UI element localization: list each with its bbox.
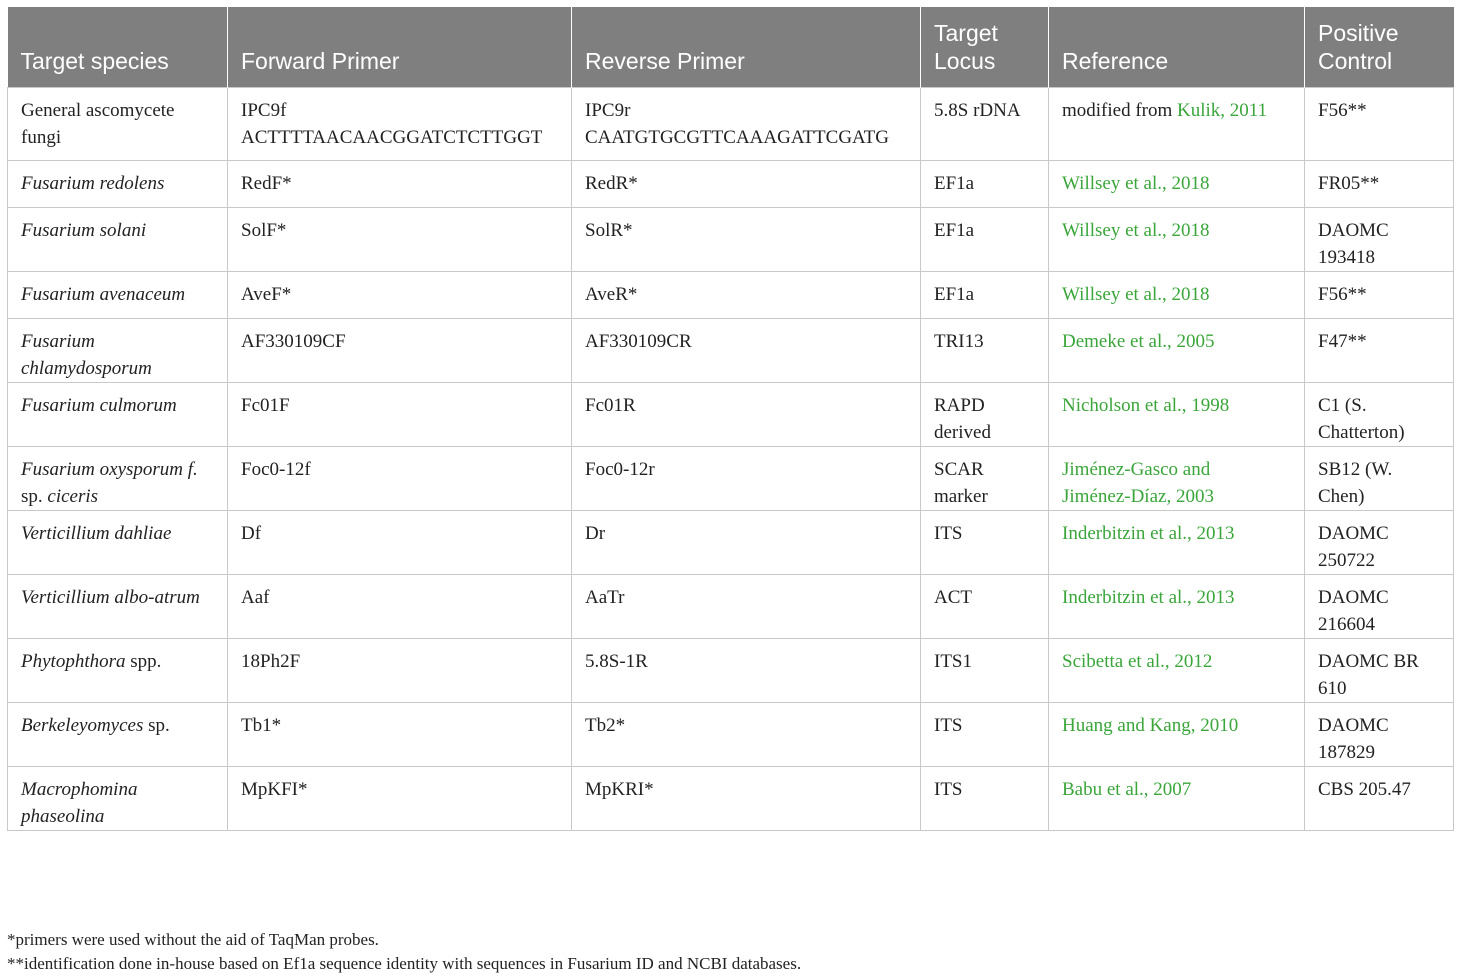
locus-text: SCAR [934, 459, 984, 480]
control-text: Chatterton) [1318, 422, 1405, 443]
footnote-double-asterisk: **identification done in-house based on Ef1a sequence identity with sequences in Fusarium ID and NCBI databases. [7, 954, 802, 973]
cell-species [8, 447, 228, 511]
cell-species [8, 639, 228, 703]
cell-reverse [572, 161, 921, 208]
cell-reference [1049, 575, 1305, 639]
table-row [8, 575, 1454, 639]
species-text: sp. [21, 486, 48, 507]
cell-reference [1049, 767, 1305, 831]
cell-forward [228, 639, 572, 703]
cell-reverse [572, 767, 921, 831]
species-text: Fusarium redolens [21, 173, 165, 194]
forward-text: Foc0-12f [241, 459, 311, 480]
primer-table [7, 7, 1454, 831]
species-text: Fusarium avenaceum [21, 284, 186, 305]
header-positive-control-line2: Control [1318, 48, 1393, 74]
cell-species [8, 767, 228, 831]
header-reverse-primer-text: Reverse Primer [585, 48, 745, 74]
control-text: FR05** [1318, 173, 1380, 194]
header-positive-control [1305, 7, 1454, 88]
reverse-text: Dr [585, 523, 606, 544]
reference-link[interactable]: Willsey et al., 2018 [1062, 284, 1210, 305]
cell-reference [1049, 447, 1305, 511]
cell-species [8, 319, 228, 383]
reverse-text: Fc01R [585, 395, 636, 416]
cell-control [1305, 447, 1454, 511]
locus-text: EF1a [934, 284, 975, 305]
cell-forward [228, 767, 572, 831]
control-text: 250722 [1318, 550, 1375, 571]
table-row [8, 767, 1454, 831]
locus-text: ITS1 [934, 651, 972, 672]
cell-forward [228, 208, 572, 272]
reverse-text: RedR* [585, 173, 638, 194]
reverse-text: IPC9r [585, 100, 631, 121]
forward-text: Tb1* [241, 715, 282, 736]
cell-locus [921, 447, 1049, 511]
locus-text: ITS [934, 779, 963, 800]
species-text: Phytophthora [21, 651, 126, 672]
locus-text: ITS [934, 523, 963, 544]
locus-text: marker [934, 486, 988, 507]
cell-control [1305, 319, 1454, 383]
control-text: SB12 (W. [1318, 459, 1393, 480]
cell-forward [228, 511, 572, 575]
table-row [8, 88, 1454, 161]
cell-control [1305, 767, 1454, 831]
table-row [8, 447, 1454, 511]
cell-locus [921, 272, 1049, 319]
table-row [8, 639, 1454, 703]
species-text: Verticillium albo-atrum [21, 587, 200, 608]
cell-control [1305, 575, 1454, 639]
species-text: Berkeleyomyces [21, 715, 144, 736]
cell-reverse [572, 447, 921, 511]
locus-text: TRI13 [934, 331, 984, 352]
cell-locus [921, 88, 1049, 161]
forward-text: AF330109CF [241, 331, 346, 352]
cell-reverse [572, 208, 921, 272]
cell-locus [921, 208, 1049, 272]
cell-species [8, 703, 228, 767]
cell-locus [921, 703, 1049, 767]
control-text: 216604 [1318, 614, 1375, 635]
cell-forward [228, 319, 572, 383]
reverse-text: AveR* [585, 284, 638, 305]
control-text: DAOMC [1318, 523, 1389, 544]
species-text: spp. [125, 651, 162, 672]
header-reference [1049, 7, 1305, 88]
reverse-text: Foc0-12r [585, 459, 655, 480]
reference-prefix: modified from [1062, 100, 1178, 121]
control-text: 193418 [1318, 247, 1375, 268]
species-text: chlamydosporum [21, 358, 152, 379]
locus-text: RAPD [934, 395, 985, 416]
cell-control [1305, 161, 1454, 208]
reverse-text: AF330109CR [585, 331, 692, 352]
locus-text: derived [934, 422, 991, 443]
cell-control [1305, 88, 1454, 161]
reference-link[interactable]: Huang and Kang, 2010 [1062, 715, 1239, 736]
species-text: Macrophomina [21, 779, 138, 800]
species-text: Fusarium culmorum [21, 395, 177, 416]
reference-link[interactable]: Kulik, 2011 [1177, 100, 1268, 121]
cell-species [8, 383, 228, 447]
cell-forward [228, 703, 572, 767]
reverse-text: AaTr [585, 587, 625, 608]
cell-locus [921, 511, 1049, 575]
species-text: Fusarium [21, 331, 95, 352]
species-text: ciceris [47, 486, 99, 507]
header-reference-text: Reference [1062, 48, 1169, 74]
cell-species [8, 161, 228, 208]
control-text: 187829 [1318, 742, 1375, 763]
cell-forward [228, 575, 572, 639]
cell-reverse [572, 319, 921, 383]
cell-reverse [572, 511, 921, 575]
cell-forward [228, 161, 572, 208]
cell-forward [228, 447, 572, 511]
forward-text: RedF* [241, 173, 292, 194]
cell-reference [1049, 511, 1305, 575]
cell-reference [1049, 88, 1305, 161]
primer-table-container [7, 7, 1453, 831]
header-forward-primer-text: Forward Primer [241, 48, 400, 74]
header-target-species [8, 7, 228, 88]
cell-locus [921, 575, 1049, 639]
header-target-locus [921, 7, 1049, 88]
cell-reverse [572, 383, 921, 447]
forward-text: SolF* [241, 220, 287, 241]
forward-sequence: ACTTTTAACAACGGATCTCTTGGT [241, 127, 543, 148]
cell-reverse [572, 639, 921, 703]
cell-reverse [572, 272, 921, 319]
table-row [8, 161, 1454, 208]
table-footnotes [7, 928, 1453, 976]
cell-control [1305, 383, 1454, 447]
forward-text: Fc01F [241, 395, 290, 416]
cell-locus [921, 319, 1049, 383]
table-row [8, 383, 1454, 447]
control-text: Chen) [1318, 486, 1365, 507]
control-text: DAOMC BR [1318, 651, 1419, 672]
reference-link[interactable]: Scibetta et al., 2012 [1062, 651, 1213, 672]
species-text: General ascomycete [21, 100, 175, 121]
cell-locus [921, 767, 1049, 831]
control-text: C1 (S. [1318, 395, 1367, 416]
locus-text: EF1a [934, 173, 975, 194]
cell-forward [228, 272, 572, 319]
cell-locus [921, 161, 1049, 208]
species-text: Fusarium solani [21, 220, 147, 241]
reverse-text: MpKRI* [585, 779, 654, 800]
cell-forward [228, 383, 572, 447]
forward-text: AveF* [241, 284, 292, 305]
header-row [8, 7, 1454, 88]
header-target-locus-line2: Locus [934, 48, 996, 74]
forward-text: 18Ph2F [241, 651, 301, 672]
cell-reference [1049, 208, 1305, 272]
header-positive-control-line1: Positive [1318, 20, 1399, 46]
cell-control [1305, 272, 1454, 319]
locus-text: 5.8S rDNA [934, 100, 1021, 121]
cell-reference [1049, 639, 1305, 703]
cell-forward [228, 88, 572, 161]
reference-link[interactable]: Inderbitzin et al., 2013 [1062, 523, 1235, 544]
reference-link[interactable]: Jiménez-Gasco and [1062, 459, 1211, 480]
species-text: Fusarium oxysporum f. [21, 459, 198, 480]
reverse-sequence: CAATGTGCGTTCAAAGATTCGATG [585, 127, 889, 148]
control-text: DAOMC [1318, 715, 1389, 736]
reverse-text: 5.8S-1R [585, 651, 648, 672]
species-text: sp. [143, 715, 170, 736]
cell-control [1305, 703, 1454, 767]
reference-link[interactable]: Inderbitzin et al., 2013 [1062, 587, 1235, 608]
cell-reverse [572, 575, 921, 639]
species-text: phaseolina [21, 806, 105, 827]
cell-locus [921, 383, 1049, 447]
table-row [8, 511, 1454, 575]
header-target-species-text: Target species [20, 48, 169, 74]
cell-reverse [572, 88, 921, 161]
cell-species [8, 511, 228, 575]
cell-control [1305, 639, 1454, 703]
table-row [8, 319, 1454, 383]
forward-text: Df [241, 523, 262, 544]
control-text: DAOMC [1318, 587, 1389, 608]
species-text: Verticillium dahliae [21, 523, 172, 544]
reverse-text: Tb2* [585, 715, 626, 736]
cell-control [1305, 208, 1454, 272]
locus-text: ITS [934, 715, 963, 736]
control-text: F56** [1318, 284, 1367, 305]
table-row [8, 703, 1454, 767]
cell-reference [1049, 161, 1305, 208]
cell-species [8, 208, 228, 272]
cell-reference [1049, 272, 1305, 319]
cell-reference [1049, 383, 1305, 447]
cell-species [8, 272, 228, 319]
cell-control [1305, 511, 1454, 575]
control-text: F47** [1318, 331, 1367, 352]
reference-link[interactable]: Willsey et al., 2018 [1062, 220, 1210, 241]
cell-reverse [572, 703, 921, 767]
control-text: 610 [1318, 678, 1347, 699]
reference-link[interactable]: Demeke et al., 2005 [1062, 331, 1215, 352]
footnote-single-asterisk: *primers were used without the aid of TaqMan probes. [7, 930, 379, 949]
control-text: F56** [1318, 100, 1367, 121]
header-target-locus-line1: Target [934, 20, 998, 46]
control-text: DAOMC [1318, 220, 1389, 241]
forward-text: IPC9f [241, 100, 287, 121]
table-row [8, 272, 1454, 319]
cell-reference [1049, 703, 1305, 767]
cell-species [8, 88, 228, 161]
forward-text: MpKFI* [241, 779, 308, 800]
table-row [8, 208, 1454, 272]
reference-link[interactable]: Babu et al., 2007 [1062, 779, 1192, 800]
reference-link[interactable]: Willsey et al., 2018 [1062, 173, 1210, 194]
cell-reference [1049, 319, 1305, 383]
reference-link[interactable]: Nicholson et al., 1998 [1062, 395, 1230, 416]
locus-text: ACT [934, 587, 972, 608]
header-forward-primer [228, 7, 572, 88]
locus-text: EF1a [934, 220, 975, 241]
reference-link[interactable]: Jiménez-Díaz, 2003 [1062, 486, 1214, 507]
header-reverse-primer [572, 7, 921, 88]
species-text: fungi [21, 127, 62, 148]
control-text: CBS 205.47 [1318, 779, 1411, 800]
reverse-text: SolR* [585, 220, 633, 241]
forward-text: Aaf [241, 587, 270, 608]
cell-species [8, 575, 228, 639]
cell-locus [921, 639, 1049, 703]
